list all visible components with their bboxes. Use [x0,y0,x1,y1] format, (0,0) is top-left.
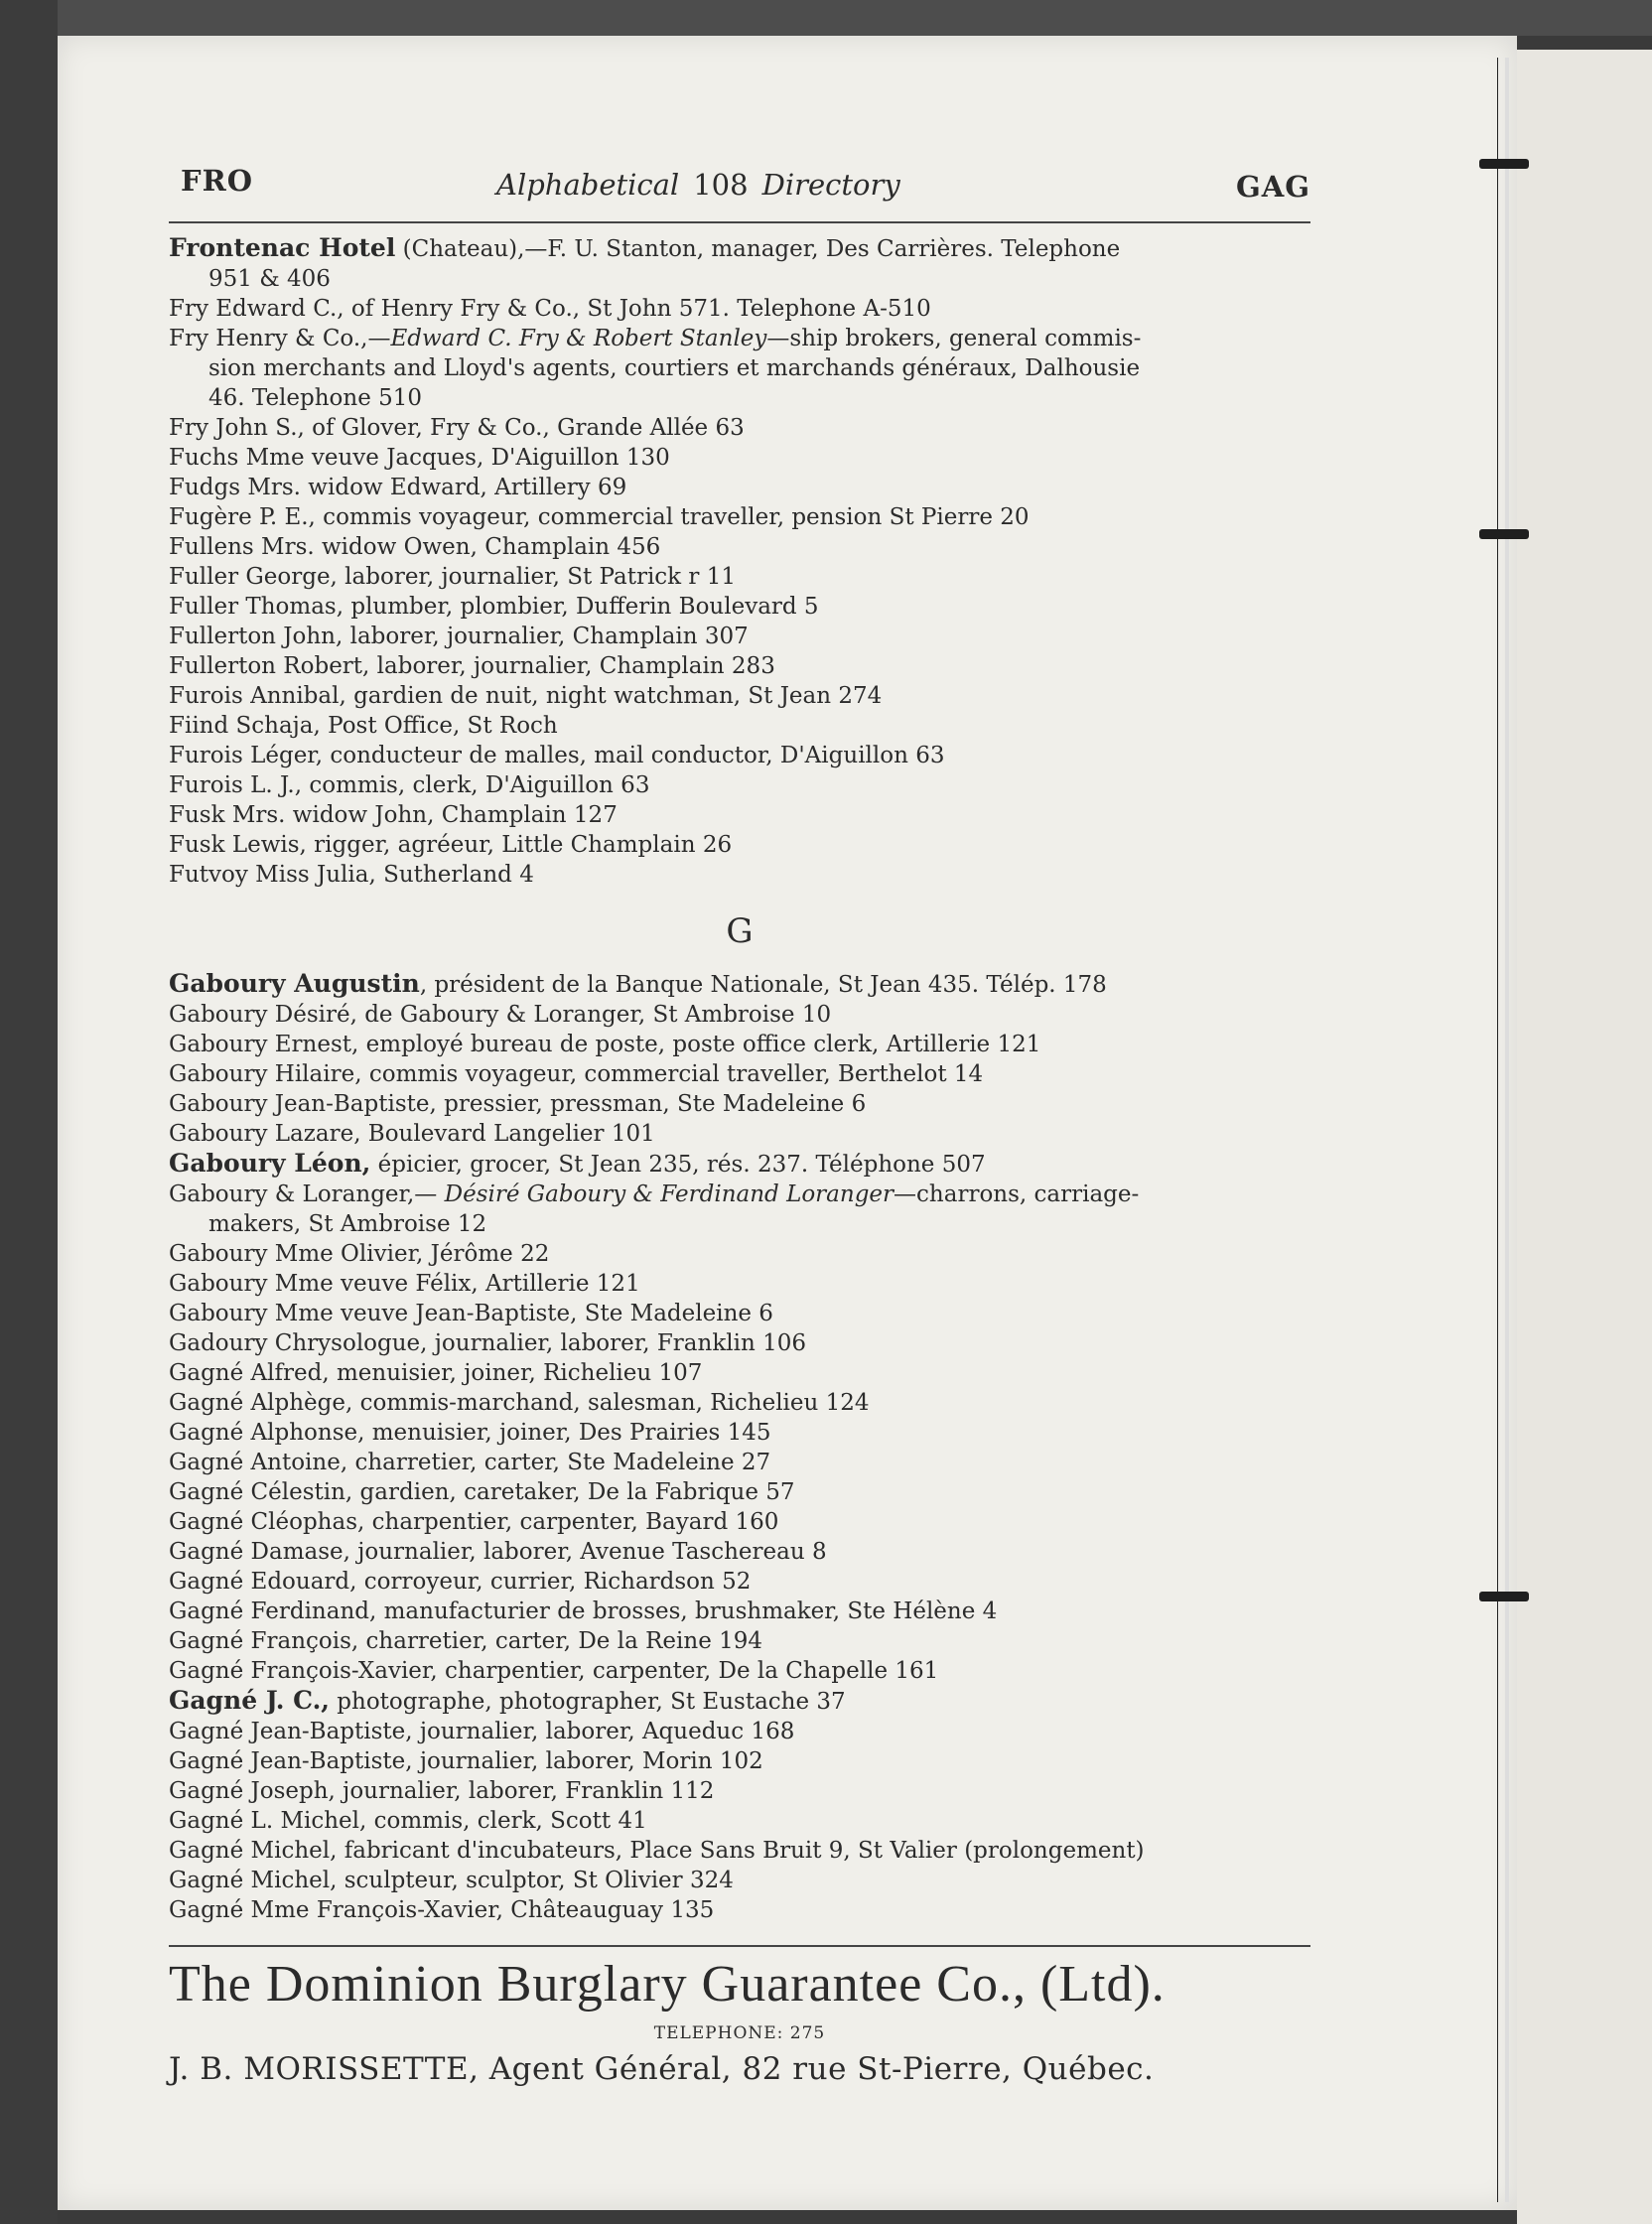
header-left: FRO [181,164,253,198]
entry-text: Gagné Alphonse, menuisier, joiner, Des Prairies 145 [169,1420,771,1446]
directory-entry [169,1299,1310,1328]
directory-entry [169,1089,1310,1119]
directory-entry [169,1776,1310,1806]
directory-entry [169,502,1310,532]
entry-text: Gagné Mme François-Xavier, Châteauguay 135 [169,1897,715,1923]
ad-title: The Dominion Burglary Guarantee Co., (Ltd). [169,1956,1166,2013]
scan-border-left [0,0,58,2224]
directory-entry [169,1895,1310,1925]
entry-text: Fudgs Mrs. widow Edward, Artillery 69 [169,475,627,500]
directory-entry [169,1328,1310,1358]
directory-entry [169,860,1310,890]
entry-text: Gagné Michel, sculpteur, sculptor, St Olivier 324 [169,1868,734,1893]
entry-continuation: makers, St Ambroise 12 [208,1211,487,1237]
directory-entry [169,532,1310,562]
directory-entry [169,1686,1310,1717]
entry-text: Fry Henry & Co.,— [169,326,391,351]
entry-bold-name: Frontenac Hotel [169,233,396,262]
entry-text: Gaboury Lazare, Boulevard Langelier 101 [169,1121,655,1147]
page-content [169,164,1310,2087]
directory-entry [169,1000,1310,1030]
entry-text: Gaboury Mme veuve Félix, Artillerie 121 [169,1271,640,1297]
directory-entry [169,651,1310,681]
directory-entry [169,1180,1310,1239]
entry-text: Fry John S., of Glover, Fry & Co., Grande Allée 63 [169,415,745,441]
entry-text: Gagné Edouard, corroyeur, currier, Richardson 52 [169,1569,752,1595]
entry-text: Fullerton John, laborer, journalier, Champlain 307 [169,624,749,649]
binding-line [1497,58,1498,2202]
directory-entry [169,1656,1310,1686]
entry-text: Gagné Jean-Baptiste, journalier, laborer, Morin 102 [169,1748,763,1774]
entry-text: photographe, photographer, St Eustache 37 [329,1689,846,1715]
entry-text: Furois Annibal, gardien de nuit, night watchman, St Jean 274 [169,683,883,709]
entry-text: Gaboury Mme veuve Jean-Baptiste, Ste Madeleine 6 [169,1301,773,1326]
entry-text: Fuchs Mme veuve Jacques, D'Aiguillon 130 [169,445,670,471]
entry-text: Furois L. J., commis, clerk, D'Aiguillon 63 [169,772,650,798]
header-directory: Directory [761,168,900,202]
directory-entry [169,741,1310,770]
binding-staple [1479,159,1529,169]
directory-entry [169,1507,1310,1537]
entry-partners: Désiré Gaboury & Ferdinand Loranger [444,1182,895,1207]
entry-text-after: —charrons, carriage- [894,1182,1140,1207]
directory-entry [169,294,1310,324]
ad-agent: J. B. MORISSETTE, Agent Général, 82 rue St-Pierre, Québec. [169,2051,1155,2087]
page-number: 108 [693,168,749,202]
directory-entry [169,324,1310,413]
entry-text: Gagné Cléophas, charpentier, carpenter, Bayard 160 [169,1509,779,1535]
entry-text: Gaboury & Loranger,— [169,1182,445,1207]
running-header [169,164,1310,223]
entry-continuation: 951 & 406 [208,266,331,292]
entry-text: Gaboury Ernest, employé bureau de poste, poste office clerk, Artillerie 121 [169,1032,1041,1057]
directory-entry [169,1597,1310,1626]
directory-entry [169,622,1310,651]
directory-entry [169,1269,1310,1299]
entry-continuation: sion merchants and Lloyd's agents, courtiers et marchands généraux, Dalhousie [208,355,1141,381]
header-alphabetical: Alphabetical [496,168,680,202]
directory-entry [169,1030,1310,1059]
entry-text: Fusk Lewis, rigger, agréeur, Little Champlain 26 [169,832,733,858]
directory-entry [169,1836,1310,1866]
entry-text: Gaboury Hilaire, commis voyageur, commercial traveller, Berthelot 14 [169,1061,984,1087]
entry-text: Fuller George, laborer, journalier, St Patrick r 11 [169,564,737,590]
directory-entry [169,830,1310,860]
directory-entry [169,1537,1310,1567]
directory-entry [169,1626,1310,1656]
entry-text: Gagné Alfred, menuisier, joiner, Richelieu 107 [169,1360,703,1386]
entry-partners: Edward C. Fry & Robert Stanley [390,326,767,351]
scan-border-top [0,0,1652,36]
entry-text: Gagné Joseph, journalier, laborer, Franklin 112 [169,1778,715,1804]
entry-text: Gagné Antoine, charretier, carter, Ste Madeleine 27 [169,1450,771,1475]
entry-text: Gagné Michel, fabricant d'incubateurs, Place Sans Bruit 9, St Valier (prolongement) [169,1838,1145,1864]
directory-entry [169,1239,1310,1269]
directory-entry [169,592,1310,622]
entry-text: Gagné Alphège, commis-marchand, salesman, Richelieu 124 [169,1390,870,1416]
entry-text: Fusk Mrs. widow John, Champlain 127 [169,802,618,828]
entry-bold-name: Gaboury Léon, [169,1149,371,1178]
directory-entry [169,233,1310,294]
directory-entry [169,473,1310,502]
directory-entry [169,1358,1310,1388]
entry-text: Fuller Thomas, plumber, plombier, Dufferin Boulevard 5 [169,594,819,620]
entries-fro [169,233,1310,890]
entry-text: Gagné François-Xavier, charpentier, carpenter, De la Chapelle 161 [169,1658,939,1684]
directory-entry [169,1119,1310,1149]
binding-staple [1479,1592,1529,1601]
directory-entry [169,1418,1310,1448]
section-letter: G [726,911,754,951]
entry-continuation: 46. Telephone 510 [208,385,423,411]
entry-text: Fiind Schaja, Post Office, St Roch [169,713,558,739]
entry-text: Gaboury Mme Olivier, Jérôme 22 [169,1241,550,1267]
entry-text: Fugère P. E., commis voyageur, commercial traveller, pension St Pierre 20 [169,504,1030,530]
directory-entry [169,1806,1310,1836]
directory-entry [169,1866,1310,1895]
directory-entry [169,1448,1310,1477]
entry-text: Gagné Ferdinand, manufacturier de brosses, brushmaker, Ste Hélène 4 [169,1598,998,1624]
directory-entry [169,711,1310,741]
entry-text: , président de la Banque Nationale, St Jean 435. Télép. 178 [419,972,1107,998]
entry-text: Futvoy Miss Julia, Sutherland 4 [169,862,534,888]
entry-text: Gagné Damase, journalier, laborer, Avenue Taschereau 8 [169,1539,827,1565]
directory-entry [169,443,1310,473]
entries-g [169,969,1310,1925]
directory-entry [169,1388,1310,1418]
directory-entry [169,562,1310,592]
directory-entry [169,770,1310,800]
entry-text: Gadoury Chrysologue, journalier, laborer, Franklin 106 [169,1330,807,1356]
directory-entry [169,1567,1310,1597]
binding-staple [1479,529,1529,539]
directory-entry [169,1477,1310,1507]
directory-entry [169,1149,1310,1180]
entry-text: Gaboury Jean-Baptiste, pressier, pressman, Ste Madeleine 6 [169,1091,867,1117]
entry-bold-name: Gaboury Augustin [169,969,420,998]
entry-text: Gagné François, charretier, carter, De la Reine 194 [169,1628,763,1654]
entry-text: Fullens Mrs. widow Owen, Champlain 456 [169,534,661,560]
directory-entry [169,1717,1310,1746]
directory-entry [169,1059,1310,1089]
directory-entry [169,800,1310,830]
directory-entry [169,1746,1310,1776]
directory-entry [169,681,1310,711]
entry-text: Gagné Célestin, gardien, caretaker, De la Fabrique 57 [169,1479,795,1505]
directory-entry [169,413,1310,443]
entry-bold-name: Gagné J. C., [169,1686,330,1715]
ad-telephone: TELEPHONE: 275 [653,2023,826,2043]
ad-divider [169,1945,1310,1947]
entry-text: Fullerton Robert, laborer, journalier, Champlain 283 [169,653,775,679]
entry-text: Gagné Jean-Baptiste, journalier, laborer, Aqueduc 168 [169,1719,795,1744]
entry-text: Fry Edward C., of Henry Fry & Co., St John 571. Telephone A-510 [169,296,931,322]
directory-entry [169,969,1310,1000]
entry-text: (Chateau),—F. U. Stanton, manager, Des Carrières. Telephone [395,236,1121,262]
facing-page-edge [1517,50,1652,2224]
entry-text: épicier, grocer, St Jean 235, rés. 237. Téléphone 507 [370,1152,986,1178]
entry-text: Furois Léger, conducteur de malles, mail conductor, D'Aiguillon 63 [169,743,945,768]
header-right: GAG [1235,170,1310,204]
entry-text: Gaboury Désiré, de Gaboury & Loranger, St Ambroise 10 [169,1002,832,1028]
header-middle [496,168,900,202]
entry-text-after: —ship brokers, general commis- [766,326,1142,351]
entry-text: Gagné L. Michel, commis, clerk, Scott 41 [169,1808,647,1834]
binding-gap [1505,58,1509,2202]
